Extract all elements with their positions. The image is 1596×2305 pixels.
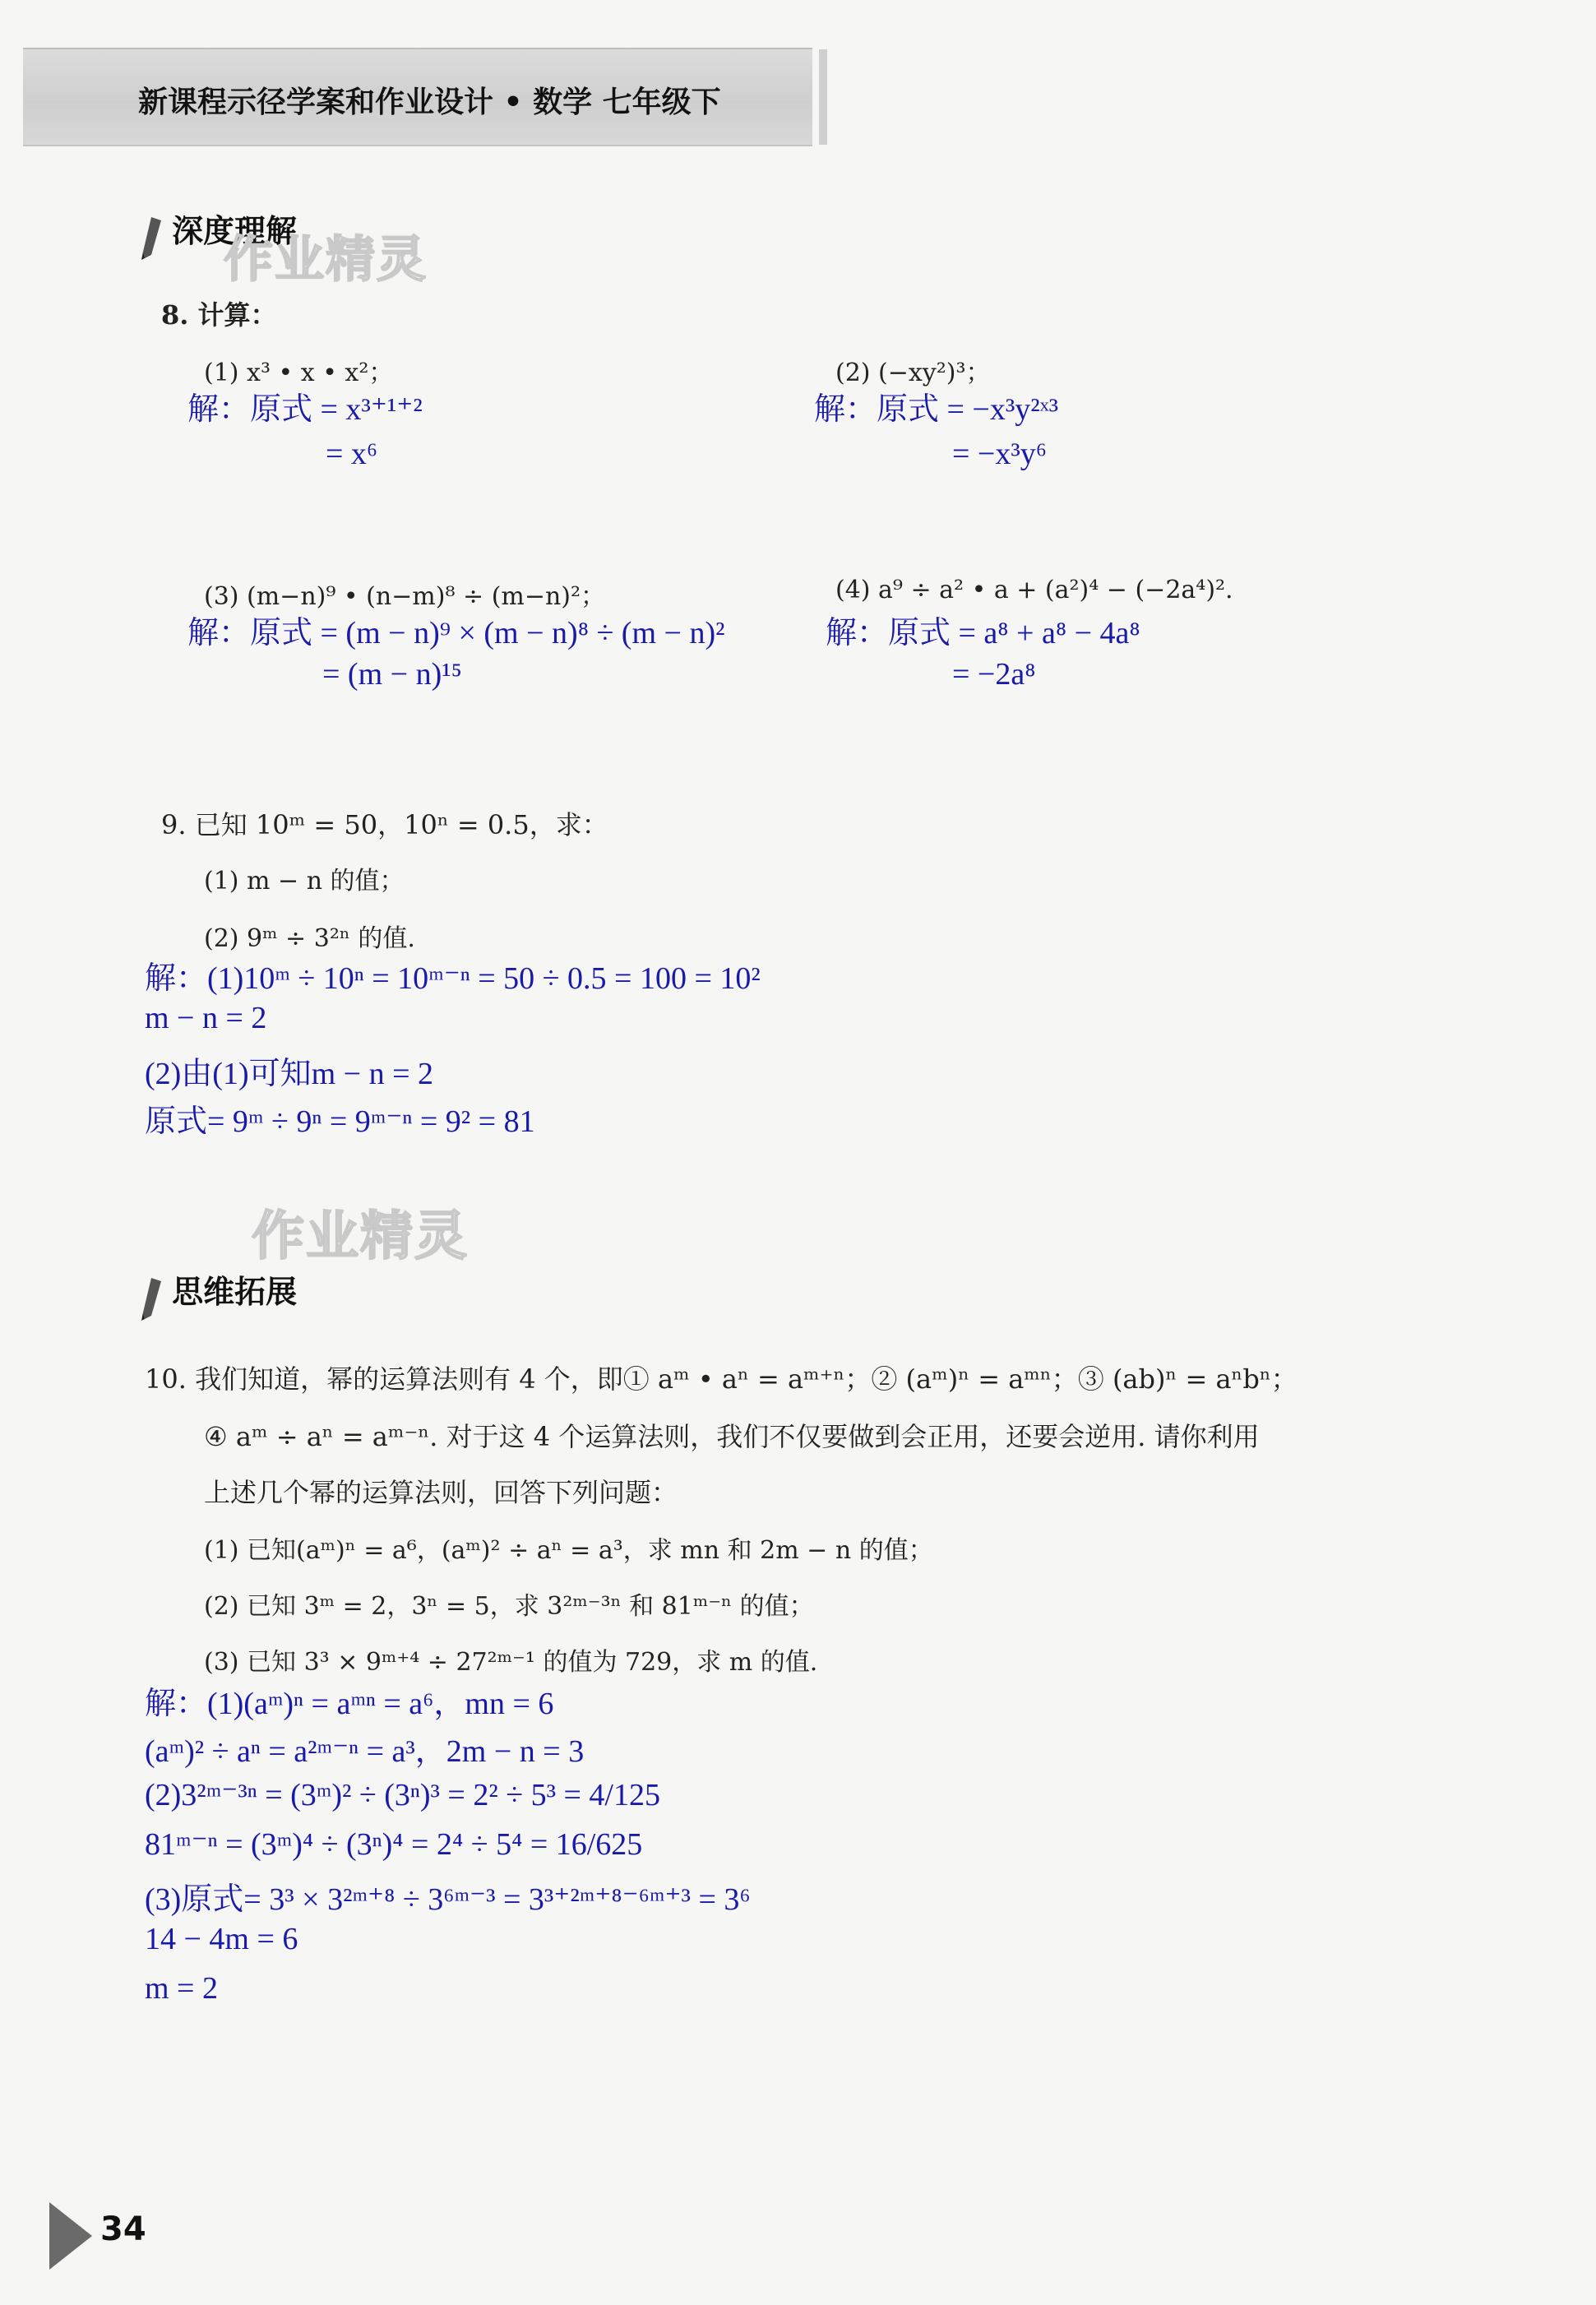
q8-part3: (3) (m−n)⁹ • (n−m)⁸ ÷ (m−n)²；: [204, 582, 606, 611]
watermark-1: 作业精灵: [224, 231, 428, 289]
pencil-icon: [140, 215, 168, 262]
page-number: 34: [100, 2210, 146, 2248]
q9-part1: (1) m − n 的值；: [204, 867, 405, 896]
q10-line1: 10. 我们知道，幂的运算法则有 4 个，即① aᵐ • aⁿ = aᵐ⁺ⁿ；② (aᵐ)ⁿ = aᵐⁿ；③ (ab)ⁿ = aⁿbⁿ；: [145, 1363, 1298, 1395]
q9-answer-line1: 解：(1)10ᵐ ÷ 10ⁿ = 10ᵐ⁻ⁿ = 50 ÷ 0.5 = 100 = 10²: [145, 961, 761, 996]
q10-part1: (1) 已知(aᵐ)ⁿ = a⁶，(aᵐ)² ÷ aⁿ = a³，求 mn 和 2m − n 的值；: [204, 1536, 933, 1565]
header-title: 新课程示径学案和作业设计 • 数学 七年级下: [138, 86, 721, 119]
q9-answer-line2: m − n = 2: [145, 1001, 267, 1035]
q10-answer-line7: m = 2: [145, 1971, 218, 2006]
q8-part1: (1) x³ • x • x²；: [204, 359, 394, 387]
q8-answer2-line2: = −x³y⁶: [952, 437, 1048, 471]
q8-answer1-line1: 解：原式 = x³⁺¹⁺²: [187, 392, 423, 427]
q9-stem: 9. 已知 10ᵐ = 50，10ⁿ = 0.5，求：: [161, 809, 608, 840]
q9-part2: (2) 9ᵐ ÷ 3²ⁿ 的值.: [204, 924, 415, 953]
q8-answer1-line2: = x⁶: [326, 437, 378, 471]
q10-answer-line3: (2)3²ᵐ⁻³ⁿ = (3ᵐ)² ÷ (3ⁿ)³ = 2² ÷ 5³ = 4/125: [145, 1778, 660, 1812]
q8-answer2-line1: 解：原式 = −x³y²ˣ³: [814, 392, 1059, 427]
q10-answer-line4: 81ᵐ⁻ⁿ = (3ᵐ)⁴ ÷ (3ⁿ)⁴ = 2⁴ ÷ 5⁴ = 16/625: [145, 1827, 643, 1862]
watermark-2: 作业精灵: [252, 1206, 469, 1267]
q10-part3: (3) 已知 3³ × 9ᵐ⁺⁴ ÷ 27²ᵐ⁻¹ 的值为 729，求 m 的值.: [204, 1648, 818, 1677]
q10-line2: ④ aᵐ ÷ aⁿ = aᵐ⁻ⁿ. 对于这 4 个运算法则，我们不仅要做到会正用，还要会逆用. 请你利用: [204, 1421, 1260, 1452]
q8-answer4-line1: 解：原式 = a⁸ + a⁸ − 4a⁸: [826, 616, 1140, 650]
page-arrow-icon: [48, 2201, 94, 2271]
q9-answer-line3: (2)由(1)可知m − n = 2: [145, 1057, 434, 1091]
pencil-icon: [140, 1276, 168, 1322]
q10-answer-line6: 14 − 4m = 6: [145, 1922, 298, 1956]
q9-answer-line4: 原式= 9ᵐ ÷ 9ⁿ = 9ᵐ⁻ⁿ = 9² = 81: [145, 1104, 535, 1139]
section-deep-title: 深度理解: [172, 213, 298, 249]
q8-stem: 8. 计算：: [161, 299, 277, 331]
q8-answer3-line2: = (m − n)¹⁵: [322, 657, 462, 692]
q10-part2: (2) 已知 3ᵐ = 2，3ⁿ = 5，求 3²ᵐ⁻³ⁿ 和 81ᵐ⁻ⁿ 的值；: [204, 1592, 814, 1621]
q8-part4: (4) a⁹ ÷ a² • a + (a²)⁴ − (−2a⁴)².: [835, 576, 1233, 604]
q10-answer-line5: (3)原式= 3³ × 3²ᵐ⁺⁸ ÷ 3⁶ᵐ⁻³ = 3³⁺²ᵐ⁺⁸⁻⁶ᵐ⁺³ = 3⁶: [145, 1882, 751, 1917]
q10-answer-line2: (aᵐ)² ÷ aⁿ = a²ᵐ⁻ⁿ = a³，2m − n = 3: [145, 1734, 585, 1769]
section-ext-title: 思维拓展: [172, 1274, 298, 1310]
q10-line3: 上述几个幂的运算法则，回答下列问题：: [204, 1477, 678, 1508]
q8-answer4-line2: = −2a⁸: [952, 657, 1036, 692]
section-ext-heading: [140, 1266, 297, 1322]
q8-part2: (2) (−xy²)³；: [835, 359, 991, 387]
q8-answer3-line1: 解：原式 = (m − n)⁹ × (m − n)⁸ ÷ (m − n)²: [187, 616, 725, 650]
q10-answer-line1: 解：(1)(aᵐ)ⁿ = aᵐⁿ = a⁶，mn = 6: [145, 1687, 554, 1721]
